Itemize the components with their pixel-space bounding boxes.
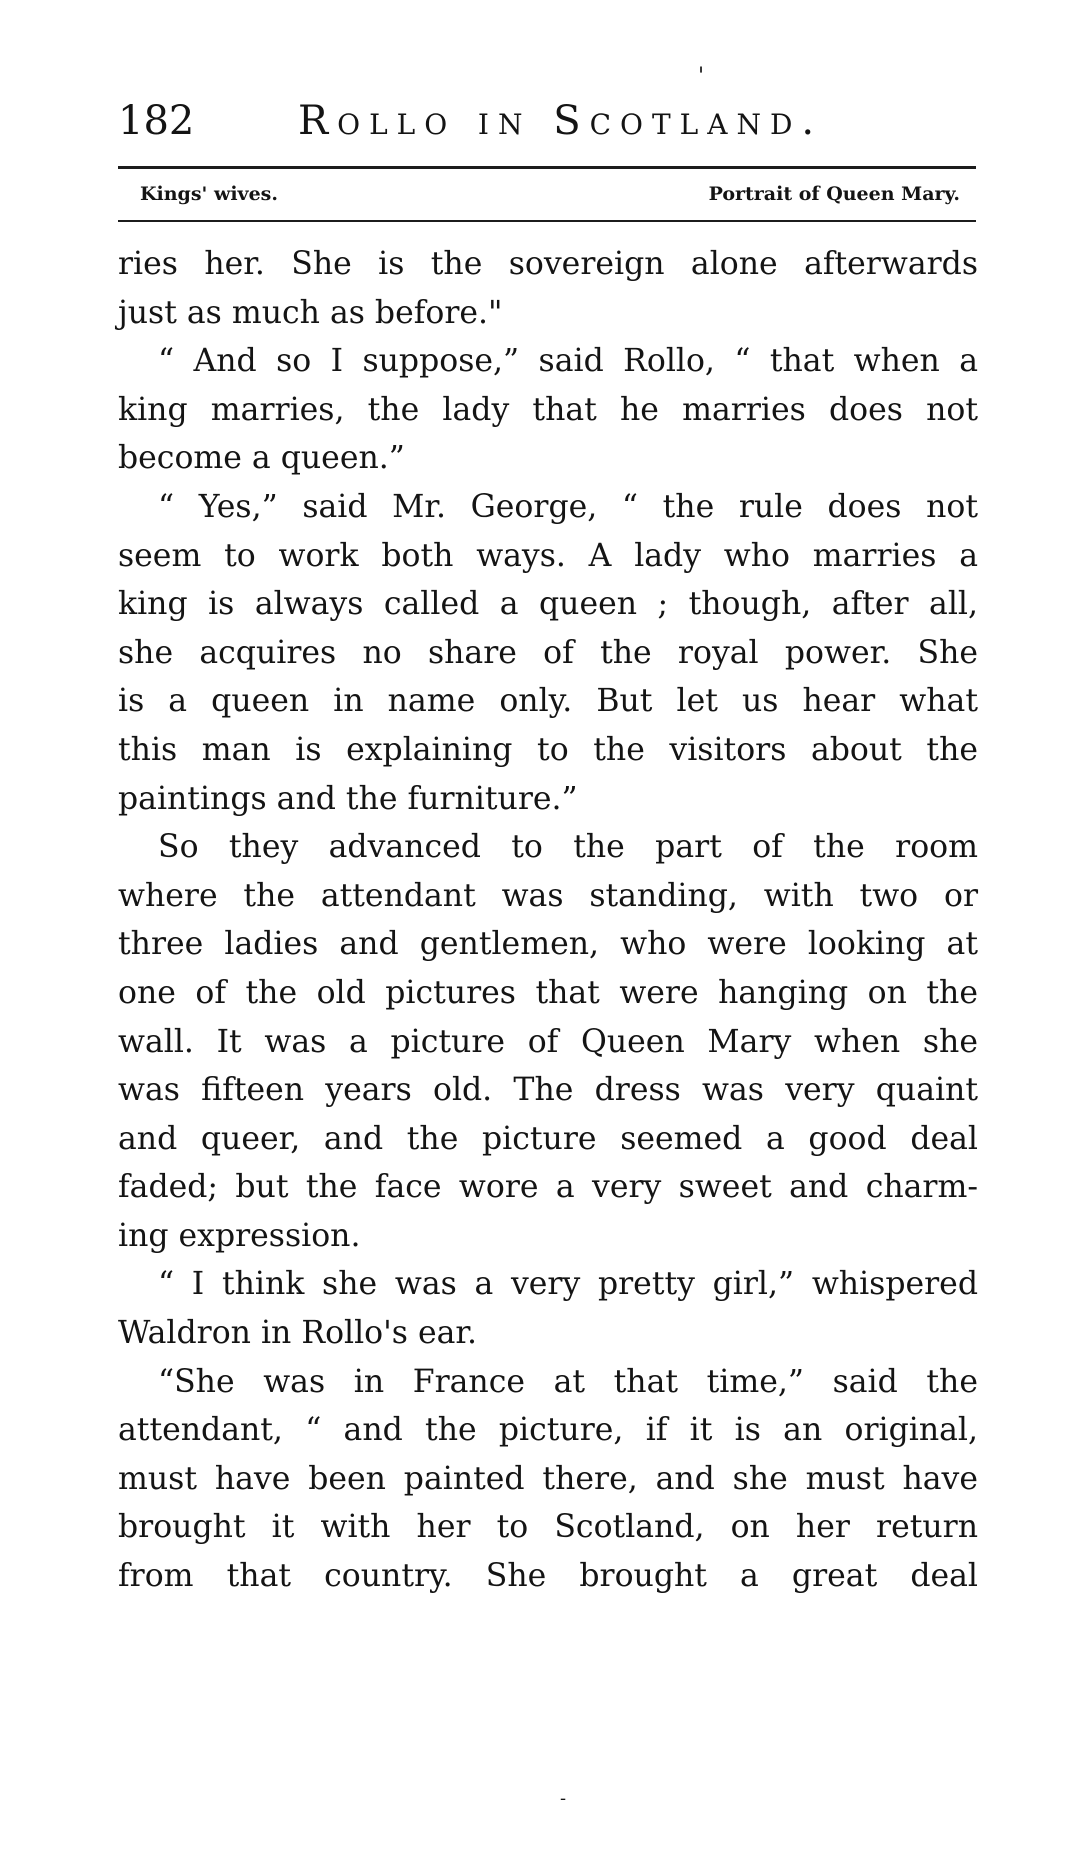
text-line: she acquires no share of the royal power. She (118, 634, 978, 671)
print-mark: ' (698, 64, 705, 89)
page-number: 182 (118, 98, 195, 144)
text-line: “ Yes,” said Mr. George, “ the rule does not (158, 488, 978, 525)
text-line: from that country. She brought a great deal (118, 1558, 978, 1595)
subheading-left: Kings' wives. (140, 183, 278, 205)
text-line: attendant, “ and the picture, if it is an original, (118, 1412, 978, 1449)
footer-mark: - (560, 1788, 567, 1809)
text-line: “ And so I suppose,” said Rollo, “ that when a (158, 343, 978, 380)
text-line: faded; but the face wore a very sweet and charm- (118, 1169, 978, 1206)
text-line: So they advanced to the part of the room (158, 829, 978, 866)
text-line: ing expression. (118, 1217, 361, 1254)
text-line: just as much as before." (118, 294, 503, 331)
text-line: this man is explaining to the visitors about the (118, 731, 978, 768)
text-line: king marries, the lady that he marries does not (118, 391, 978, 428)
text-line: king is always called a queen ; though, after all, (118, 586, 978, 623)
text-line: wall. It was a picture of Queen Mary when she (118, 1023, 978, 1060)
text-line: where the attendant was standing, with two or (118, 877, 978, 914)
text-line: was fifteen years old. The dress was very quaint (118, 1072, 978, 1109)
body-text (118, 240, 978, 1601)
text-line: is a queen in name only. But let us hear what (118, 683, 978, 720)
text-line: ries her. She is the sovereign alone afterwards (118, 246, 978, 282)
header-rule-bottom (118, 220, 976, 222)
text-line: brought it with her to Scotland, on her return (118, 1509, 978, 1546)
text-line: become a queen.” (118, 440, 405, 477)
subheading-right: Portrait of Queen Mary. (708, 183, 960, 205)
text-line: Waldron in Rollo's ear. (118, 1315, 478, 1352)
text-line: seem to work both ways. A lady who marries a (118, 537, 978, 574)
text-line: “She was in France at that time,” said the (158, 1363, 978, 1400)
text-line: and queer, and the picture seemed a good deal (118, 1120, 978, 1157)
text-line: three ladies and gentlemen, who were looking at (118, 926, 978, 963)
text-line: one of the old pictures that were hanging on the (118, 974, 978, 1011)
running-title: Rollo in Scotland. (298, 98, 824, 144)
header-rule-top (118, 166, 976, 169)
text-line: paintings and the furniture.” (118, 780, 578, 817)
text-line: must have been painted there, and she must have (118, 1460, 978, 1497)
page-header (118, 64, 976, 156)
text-line: “ I think she was a very pretty girl,” whispered (158, 1266, 978, 1303)
